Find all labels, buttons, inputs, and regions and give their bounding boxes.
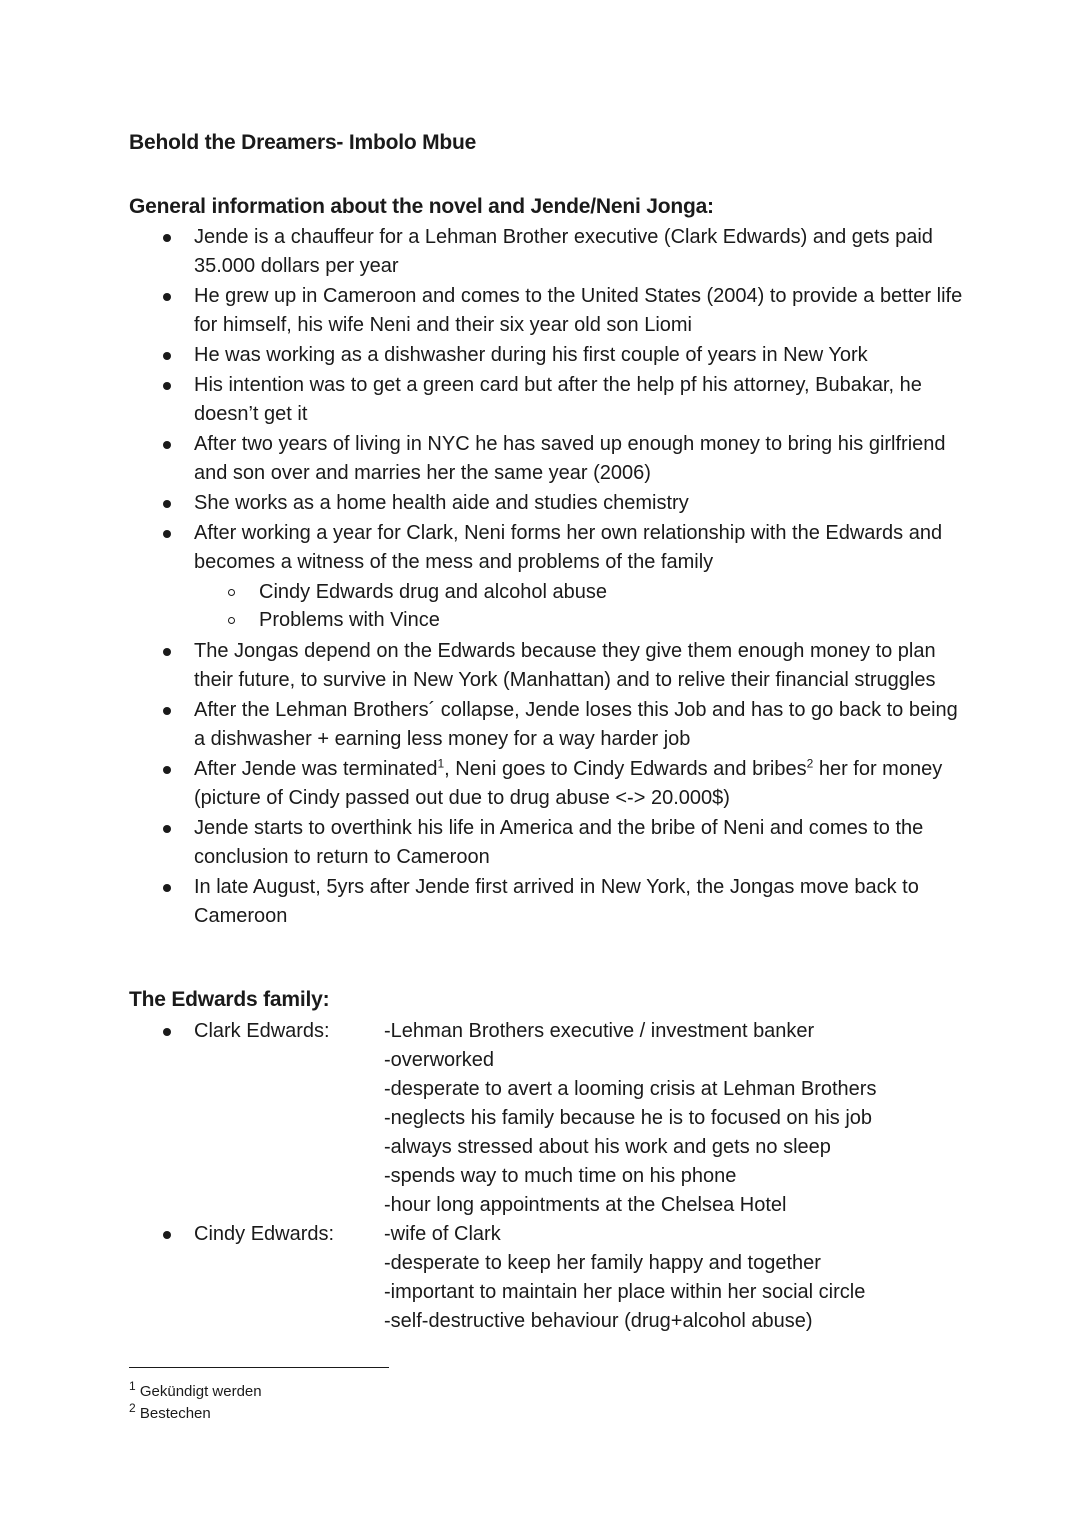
list-item — [0, 223, 964, 281]
trait-item: -spends way to much time on his phone — [384, 1165, 737, 1187]
list-item-text: her for money (picture of Cindy passed out due to drug abuse <-> 20.000$) — [194, 758, 943, 809]
list-item — [0, 696, 964, 754]
list-item-text: After two years of living in NYC he has saved up enough money to bring his girlfriend and son over and marries her the same year (2006) — [194, 433, 946, 484]
footnote-number: 1 — [129, 1379, 136, 1393]
trait-item: -always stressed about his work and gets no sleep — [384, 1136, 831, 1158]
list-item-text: Jende is a chauffeur for a Lehman Brother executive (Clark Edwards) and gets paid 35.000 dollars per year — [194, 226, 933, 277]
footnote-item — [129, 1381, 262, 1403]
list-item — [0, 814, 964, 872]
list-item-text: After the Lehman Brothers´ collapse, Jende loses this Job and has to go back to being a dishwasher + earning less money for a way harder job — [194, 699, 958, 750]
sub-list-item-text: Problems with Vince — [259, 609, 440, 631]
list-item-text: He was working as a dishwasher during his first couple of years in New York — [194, 344, 868, 366]
trait-item: -desperate to avert a looming crisis at Lehman Brothers — [384, 1078, 877, 1100]
trait-item: -overworked — [384, 1049, 495, 1071]
list-item-text: After working a year for Clark, Neni forms her own relationship with the Edwards and becomes a witness of the mess and problems of the family — [194, 522, 943, 573]
footnote-text: Gekündigt werden — [139, 1383, 262, 1400]
footnote-ref: 2 — [806, 756, 814, 771]
document-title: Behold the Dreamers- Imbolo Mbue — [129, 131, 477, 154]
sub-list-item-text: Cindy Edwards drug and alcohol abuse — [259, 581, 607, 603]
list-item-text: After Jende was terminated — [194, 758, 438, 780]
list-item — [0, 755, 964, 813]
list-item-text: The Jongas depend on the Edwards because they give them enough money to plan their future, to survive in New York (Manhattan) and to relive their financial struggles — [194, 640, 936, 691]
trait-item: -wife of Clark — [384, 1223, 501, 1245]
footnotes — [129, 1381, 262, 1425]
list-item — [0, 430, 964, 488]
list-item — [0, 371, 964, 429]
member-name: Cindy Edwards: — [194, 1220, 334, 1249]
trait-item: -Lehman Brothers executive / investment banker — [384, 1020, 815, 1042]
footnote-ref: 1 — [437, 756, 445, 771]
edwards-family-heading: The Edwards family: — [129, 988, 330, 1011]
general-info-heading: General information about the novel and Jende/Neni Jonga: — [129, 195, 714, 218]
list-item-text: Jende starts to overthink his life in America and the bribe of Neni and comes to the conclusion to return to Cameroon — [194, 817, 924, 868]
member-name: Clark Edwards: — [194, 1017, 330, 1046]
general-info-list — [0, 223, 1080, 932]
trait-item: -self-destructive behaviour (drug+alcohol abuse) — [384, 1310, 813, 1332]
list-item-text: , Neni goes to Cindy Edwards and bribes — [444, 758, 807, 780]
list-item-text: His intention was to get a green card but after the help pf his attorney, Bubakar, he doesn’t get it — [194, 374, 922, 425]
footnote-divider — [129, 1367, 389, 1368]
list-item — [0, 341, 964, 370]
footnote-number: 2 — [129, 1401, 136, 1415]
footnote-text: Bestechen — [139, 1405, 211, 1422]
trait-list — [384, 1017, 876, 1220]
list-item-text: He grew up in Cameroon and comes to the United States (2004) to provide a better life for himself, his wife Neni and their six year old son Liomi — [194, 285, 963, 336]
trait-item: -desperate to keep her family happy and together — [384, 1252, 821, 1274]
list-item — [0, 282, 964, 340]
trait-item: -neglects his family because he is to focused on his job — [384, 1107, 873, 1129]
trait-item: -hour long appointments at the Chelsea Hotel — [384, 1194, 787, 1216]
list-item — [0, 873, 964, 931]
list-item — [0, 489, 964, 518]
list-item-text: She works as a home health aide and studies chemistry — [194, 492, 689, 514]
sub-list-item — [0, 578, 959, 606]
list-item — [0, 519, 964, 577]
list-item-text: In late August, 5yrs after Jende first arrived in New York, the Jongas move back to Cameroon — [194, 876, 919, 927]
footnote-item — [129, 1403, 262, 1425]
sub-list-item — [0, 606, 959, 634]
trait-list — [384, 1220, 865, 1336]
list-item — [0, 637, 964, 695]
trait-item: -important to maintain her place within her social circle — [384, 1281, 866, 1303]
